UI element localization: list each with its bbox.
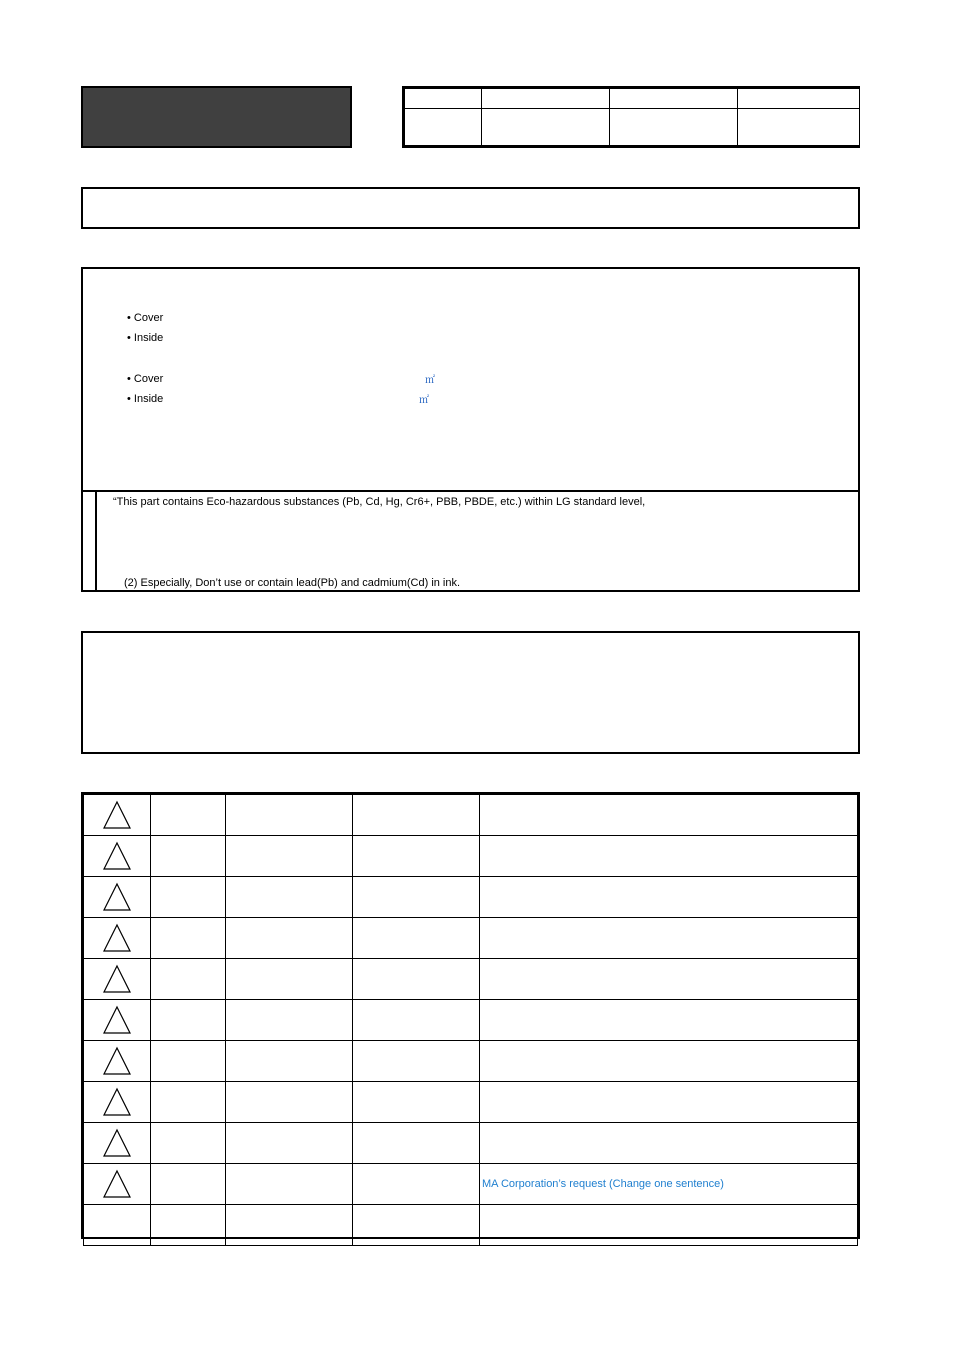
notes-margin: [81, 492, 97, 592]
revision-cell: [151, 877, 226, 918]
revision-cell: [226, 877, 353, 918]
part-name-box: [81, 187, 860, 229]
revision-triangle-icon: [102, 841, 132, 871]
revision-row: [84, 1205, 858, 1246]
revision-cell: [226, 1041, 353, 1082]
revision-cell: [226, 918, 353, 959]
revision-cell: [151, 1164, 226, 1205]
revision-mark-cell: [84, 1164, 151, 1205]
revision-cell: [151, 836, 226, 877]
lead-cadmium-note: (2) Especially, Don’t use or contain lead(Pb) and cadmium(Cd) in ink.: [124, 577, 461, 589]
spec-inside-label: • Inside: [127, 332, 164, 344]
revision-cell: [353, 877, 480, 918]
revision-description-cell: [480, 1205, 858, 1246]
revision-description-cell: [480, 795, 858, 836]
revision-mark-cell: [84, 1041, 151, 1082]
revision-description-cell: [480, 918, 858, 959]
specification-box: [81, 267, 860, 592]
revision-cell: [353, 959, 480, 1000]
approval-cell: [610, 109, 738, 146]
revision-cell: [226, 1164, 353, 1205]
revision-row: [84, 836, 858, 877]
revision-cell: [226, 1000, 353, 1041]
revision-triangle-icon: [102, 882, 132, 912]
revision-mark-cell: [84, 1082, 151, 1123]
revision-cell: [353, 795, 480, 836]
revision-cell: [151, 918, 226, 959]
remarks-box: [81, 631, 860, 754]
approval-cell: [610, 89, 738, 109]
revision-row: [84, 959, 858, 1000]
revision-description: MA Corporation’s request (Change one sentence): [482, 1178, 724, 1190]
revision-description-cell: [480, 836, 858, 877]
approval-cell: [405, 109, 482, 146]
spec-cover-label: • Cover: [127, 312, 164, 324]
approval-cell: [482, 89, 610, 109]
revision-description-cell: [480, 1123, 858, 1164]
document-title-block: [81, 86, 352, 148]
revision-mark-cell: [84, 1000, 151, 1041]
revision-triangle-icon: [102, 923, 132, 953]
revision-cell: [151, 1041, 226, 1082]
revision-row: [84, 1123, 858, 1164]
revision-cell: [226, 1205, 353, 1246]
revision-row: [84, 1041, 858, 1082]
revision-mark-cell: [84, 836, 151, 877]
revision-cell: [353, 1164, 480, 1205]
revision-mark-cell: [84, 877, 151, 918]
revision-description-cell: [480, 959, 858, 1000]
approval-cell: [482, 109, 610, 146]
revision-description-cell: [480, 1041, 858, 1082]
revision-description-cell: [480, 1000, 858, 1041]
square-meter-unit: ㎡: [425, 375, 435, 386]
revision-row: [84, 918, 858, 959]
revision-row: [84, 1082, 858, 1123]
spec-cover-area-label: • Cover: [127, 373, 164, 385]
spec-inside-area-label: • Inside: [127, 393, 164, 405]
revision-row: [84, 1164, 858, 1205]
revision-cell: [226, 1082, 353, 1123]
revision-triangle-icon: [102, 1169, 132, 1199]
revision-cell: [353, 1000, 480, 1041]
revision-description-cell: [480, 1164, 858, 1205]
revision-cell: [353, 836, 480, 877]
revision-triangle-icon: [102, 1046, 132, 1076]
revision-cell: [151, 1123, 226, 1164]
revision-cell: [151, 795, 226, 836]
revision-mark-cell: [84, 918, 151, 959]
revision-row: [84, 877, 858, 918]
revision-row: [84, 1000, 858, 1041]
revision-row: [84, 795, 858, 836]
revision-cell: [226, 1123, 353, 1164]
revision-cell: [226, 795, 353, 836]
revision-mark-cell: [84, 795, 151, 836]
revision-cell: [353, 1082, 480, 1123]
square-meter-unit: ㎡: [419, 395, 429, 406]
approval-cell: [738, 89, 860, 109]
revision-cell: [353, 1205, 480, 1246]
revision-triangle-icon: [102, 1087, 132, 1117]
approval-cell: [738, 109, 860, 146]
revision-cell: [151, 1082, 226, 1123]
revision-triangle-icon: [102, 800, 132, 830]
approval-cell: [405, 89, 482, 109]
revision-description-cell: [480, 1082, 858, 1123]
revision-cell: [226, 836, 353, 877]
revision-cell: [151, 959, 226, 1000]
revision-cell: [151, 1205, 226, 1246]
revision-cell: [353, 1123, 480, 1164]
revision-triangle-icon: [102, 964, 132, 994]
eco-hazard-note: “This part contains Eco-hazardous substances (Pb, Cd, Hg, Cr6+, PBB, PBDE, etc.) within LG standard level,: [113, 496, 646, 508]
approval-table: [402, 86, 860, 148]
revision-cell: [151, 1000, 226, 1041]
revision-triangle-icon: [102, 1128, 132, 1158]
notes-section: [81, 490, 860, 592]
revision-description-cell: [480, 877, 858, 918]
revision-history-table: [81, 792, 860, 1239]
revision-cell: [353, 1041, 480, 1082]
revision-cell: [226, 959, 353, 1000]
revision-mark-cell: [84, 959, 151, 1000]
revision-mark-cell: [84, 1123, 151, 1164]
revision-cell: [353, 918, 480, 959]
revision-mark-cell: [84, 1205, 151, 1246]
revision-triangle-icon: [102, 1005, 132, 1035]
